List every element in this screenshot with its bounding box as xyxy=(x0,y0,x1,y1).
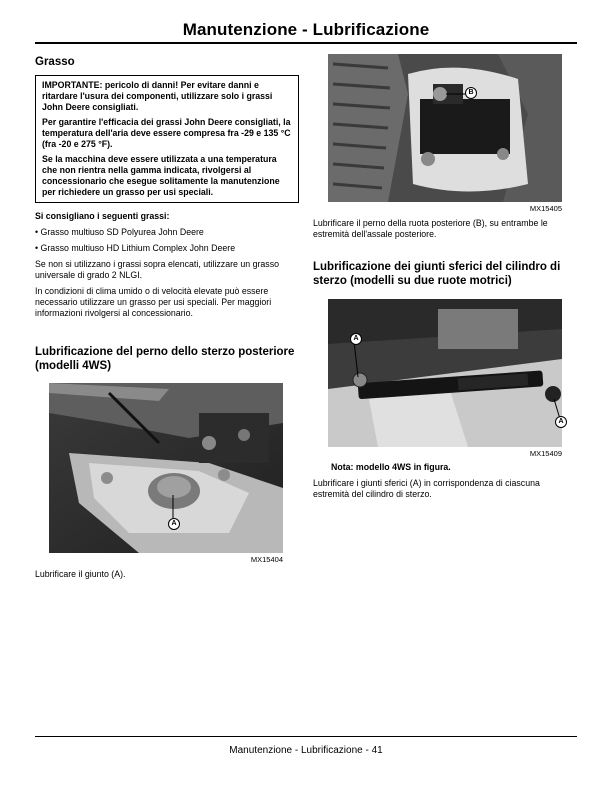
universal-grease-paragraph: Se non si utilizzano i grassi sopra elencati, utilizzare un grasso universale di grado 2 NLGI. xyxy=(35,259,279,280)
figure1-caption: Lubrificare il giunto (A). xyxy=(35,569,126,579)
footer-rule xyxy=(35,736,577,737)
photo-steering-cylinder-image xyxy=(328,299,562,447)
figure3-caption: Lubrificare i giunti sferici (A) in corrispondenza di ciascuna estremità del cilindro di sterzo. xyxy=(313,478,540,499)
photo-steer-pivot-image xyxy=(49,383,283,553)
photo-steer-pivot xyxy=(49,383,283,553)
callout-a: A xyxy=(168,518,180,530)
figure-id-mx15409: MX15409 xyxy=(529,449,562,458)
page-title: Manutenzione - Lubrificazione xyxy=(182,20,430,39)
grease-bullet-1: • Grasso multiuso SD Polyurea John Deere xyxy=(35,227,204,237)
special-grease-paragraph: In condizioni di clima umido o di velocità elevate può essere necessario utilizzare un grasso per usi speciali. Per maggiori informazioni rivolgersi al concessionario. xyxy=(35,286,272,318)
photo-rear-wheel-pivot xyxy=(328,54,562,202)
photo-steering-cylinder xyxy=(328,299,562,447)
warning-paragraph-1: IMPORTANTE: pericolo di danni! Per evitare danni e ritardare l'usura dei componenti, utilizzare solo i grassi John Deere consigliati. xyxy=(42,80,273,112)
figure-id-mx15405: MX15405 xyxy=(529,204,562,213)
note-4ws: Nota: modello 4WS in figura. xyxy=(331,462,451,472)
recommended-greases-title: Si consigliano i seguenti grassi: xyxy=(35,211,170,221)
left-column xyxy=(35,49,299,580)
photo-rear-wheel-pivot-image xyxy=(328,54,562,202)
steer-pivot-title: Lubrificazione del perno dello sterzo posteriore (modelli 4WS) xyxy=(35,346,295,372)
figure2-caption: Lubrificare il perno della ruota posteriore (B), su entrambe le estremità dell'assale posteriore. xyxy=(313,218,548,239)
warning-paragraph-3: Se la macchina deve essere utilizzata a una temperatura che non rientra nella gamma indicata, rivolgersi al concessionario che esegue solitamente la manutenzione per richiedere un grasso per usi speciali. xyxy=(42,154,280,197)
right-column xyxy=(313,49,577,500)
page-footer: Manutenzione - Lubrificazione - 41 xyxy=(229,745,383,756)
section-title-grasso: Grasso xyxy=(35,56,75,68)
callout-a-right: A xyxy=(555,416,567,428)
figure-id-mx15404: MX15404 xyxy=(250,555,283,564)
warning-paragraph-2: Per garantire l'efficacia dei grassi John Deere consigliati, la temperatura dell'aria deve essere compresa fra -29 e 135 °C (fra -20 e 275 °F). xyxy=(42,117,291,149)
ball-joints-title: Lubrificazione dei giunti sferici del cilindro di sterzo (modelli su due ruote motrici) xyxy=(313,261,561,287)
header-rule xyxy=(35,42,577,44)
grease-bullet-2: • Grasso multiuso HD Lithium Complex John Deere xyxy=(35,243,236,253)
callout-a-left: A xyxy=(350,333,362,345)
callout-b: B xyxy=(465,87,477,99)
warning-box xyxy=(35,75,299,203)
